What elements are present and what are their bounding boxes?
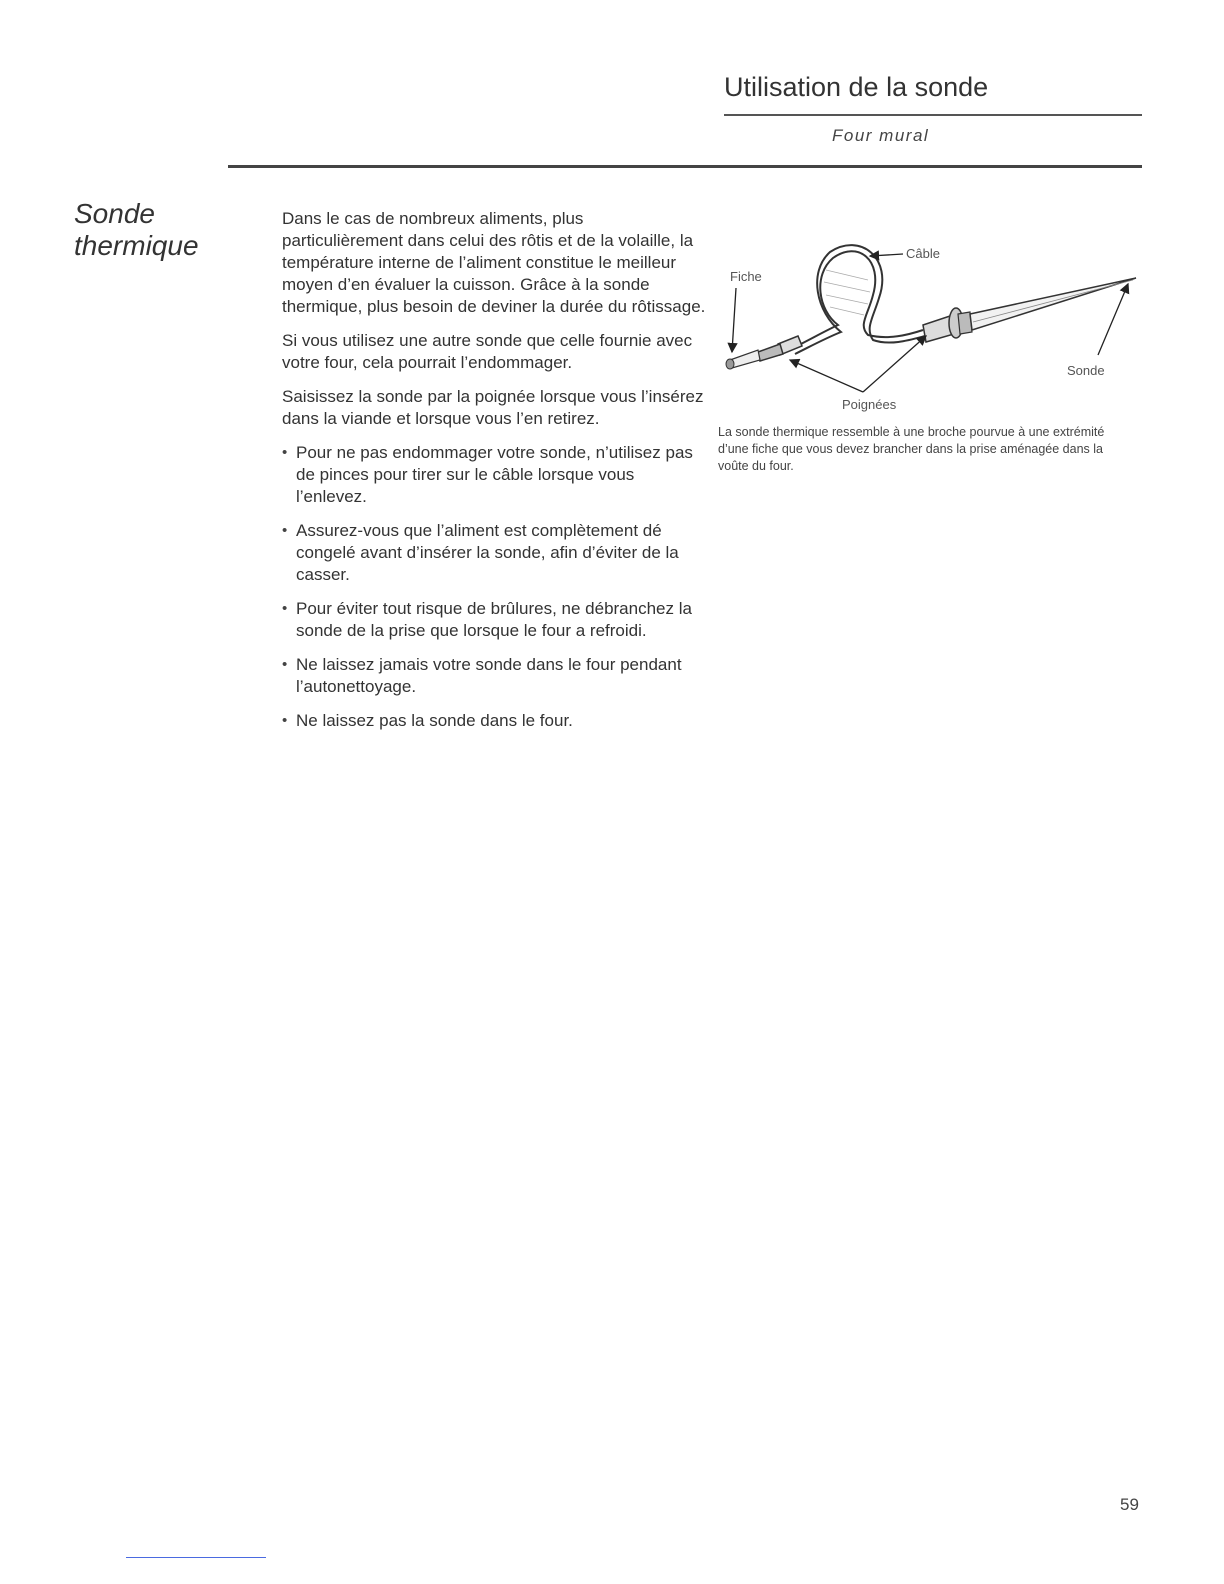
loop-hatching	[824, 270, 870, 315]
list-item: • Pour ne pas endommager votre sonde, n’utilisez pas de pinces pour tirer sur le câble lorsque vous l’enlevez.	[282, 442, 707, 508]
page-header-subtitle: Four mural	[832, 126, 930, 145]
page-number: 59	[1120, 1495, 1139, 1514]
probe-drawing	[718, 240, 1138, 420]
probe-spike	[970, 278, 1136, 330]
cable-loop	[793, 245, 925, 354]
paragraph: Dans le cas de nombreux aliments, plus particulièrement dans celui des rôtis et de la volaille, la température interne de l’aliment constitue le meilleur moyen d’en évaluer la cuisson. Grâce à la sonde thermique, plus besoin de deviner la durée du rôtissage.	[282, 209, 706, 316]
figure-caption: La sonde thermique ressemble à une broche pourvue à une extrémité d’une fiche que vous devez brancher dans la prise aménagée dans la voûte du four.	[718, 425, 1105, 473]
label-fiche: Fiche	[730, 269, 762, 284]
list-item: • Ne laissez pas la sonde dans le four.	[282, 710, 707, 732]
list-item: • Ne laissez jamais votre sonde dans le four pendant l’autonettoyage.	[282, 654, 707, 698]
paragraph: Saisissez la sonde par la poignée lorsque vous l’insérez dans la viande et lorsque vous l’en retirez.	[282, 387, 704, 428]
header-divider-short	[724, 114, 1142, 116]
body-text-column	[282, 208, 707, 744]
page-header-title: Utilisation de la sonde	[724, 72, 989, 102]
section-title	[74, 198, 199, 262]
probe-handle-left	[726, 336, 802, 369]
section-title-line2: thermique	[74, 230, 199, 261]
footer-link-underline	[126, 1557, 266, 1558]
header-divider-long	[228, 165, 1142, 168]
label-poignees: Poignées	[842, 397, 897, 412]
list-item: • Pour éviter tout risque de brûlures, ne débranchez la sonde de la prise que lorsque le four a refroidi.	[282, 598, 707, 642]
paragraph: Si vous utilisez une autre sonde que celle fournie avec votre four, cela pourrait l’endommager.	[282, 331, 693, 372]
label-cable: Câble	[906, 246, 940, 261]
probe-handle-right	[923, 308, 972, 342]
safety-bullet-list	[282, 442, 707, 732]
list-item: • Assurez-vous que l’aliment est complètement dé congelé avant d’insérer la sonde, afin d’éviter de la casser.	[282, 520, 707, 586]
probe-illustration	[718, 240, 1138, 420]
label-sonde: Sonde	[1067, 363, 1105, 378]
section-title-line1: Sonde	[74, 198, 155, 229]
